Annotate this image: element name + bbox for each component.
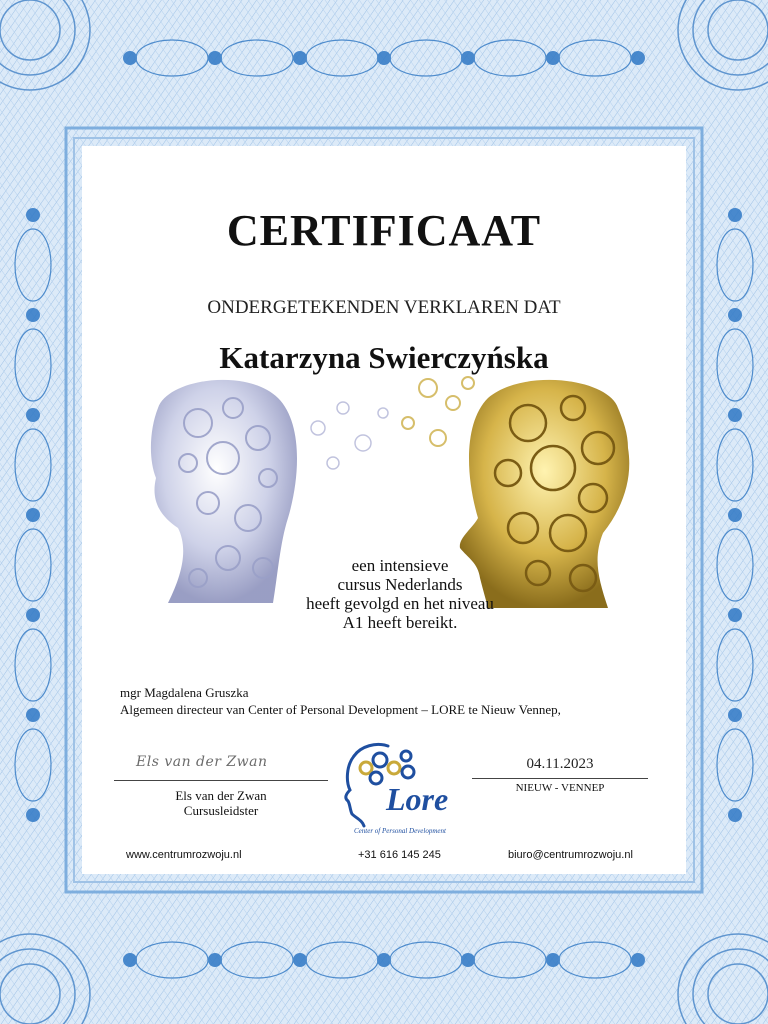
handwritten-signature: Els van der Zwan bbox=[136, 754, 268, 770]
issue-date: 04.11.2023 bbox=[472, 756, 648, 779]
signer-block bbox=[120, 684, 561, 718]
statement-line: heeft gevolgd en het niveau bbox=[306, 594, 494, 613]
statement-line: cursus Nederlands bbox=[337, 575, 463, 594]
statement-line: een intensieve bbox=[351, 556, 449, 575]
signature-role: Cursusleidster bbox=[183, 803, 259, 818]
recipient-name: Katarzyna Swierczyńska bbox=[219, 340, 549, 375]
footer-phone: +31 616 145 245 bbox=[358, 849, 441, 861]
signer-role: Algemeen directeur van Center of Personal Development – LORE te Nieuw Vennep, bbox=[120, 702, 561, 717]
certificate-subtitle: ONDERGETEKENDEN VERKLAREN DAT bbox=[207, 297, 561, 318]
logo-wordmark: Lore bbox=[386, 781, 449, 817]
gears-icon bbox=[360, 751, 414, 784]
footer-email: biuro@centrumrozwoju.nl bbox=[508, 849, 633, 861]
signature-line bbox=[114, 748, 328, 781]
statement-line: A1 heeft bereikt. bbox=[342, 613, 458, 632]
lore-logo bbox=[336, 738, 462, 838]
footer-website: www.centrumrozwoju.nl bbox=[126, 849, 242, 861]
issue-place: NIEUW - VENNEP bbox=[515, 782, 605, 794]
signature-caption bbox=[114, 788, 328, 818]
certificate-title: CERTIFICAAT bbox=[226, 206, 542, 255]
certificate-statement bbox=[270, 556, 530, 632]
signer-name: mgr Magdalena Gruszka bbox=[120, 685, 249, 700]
logo-tagline: Center of Personal Development bbox=[354, 827, 446, 835]
signature-name: Els van der Zwan bbox=[175, 788, 267, 803]
